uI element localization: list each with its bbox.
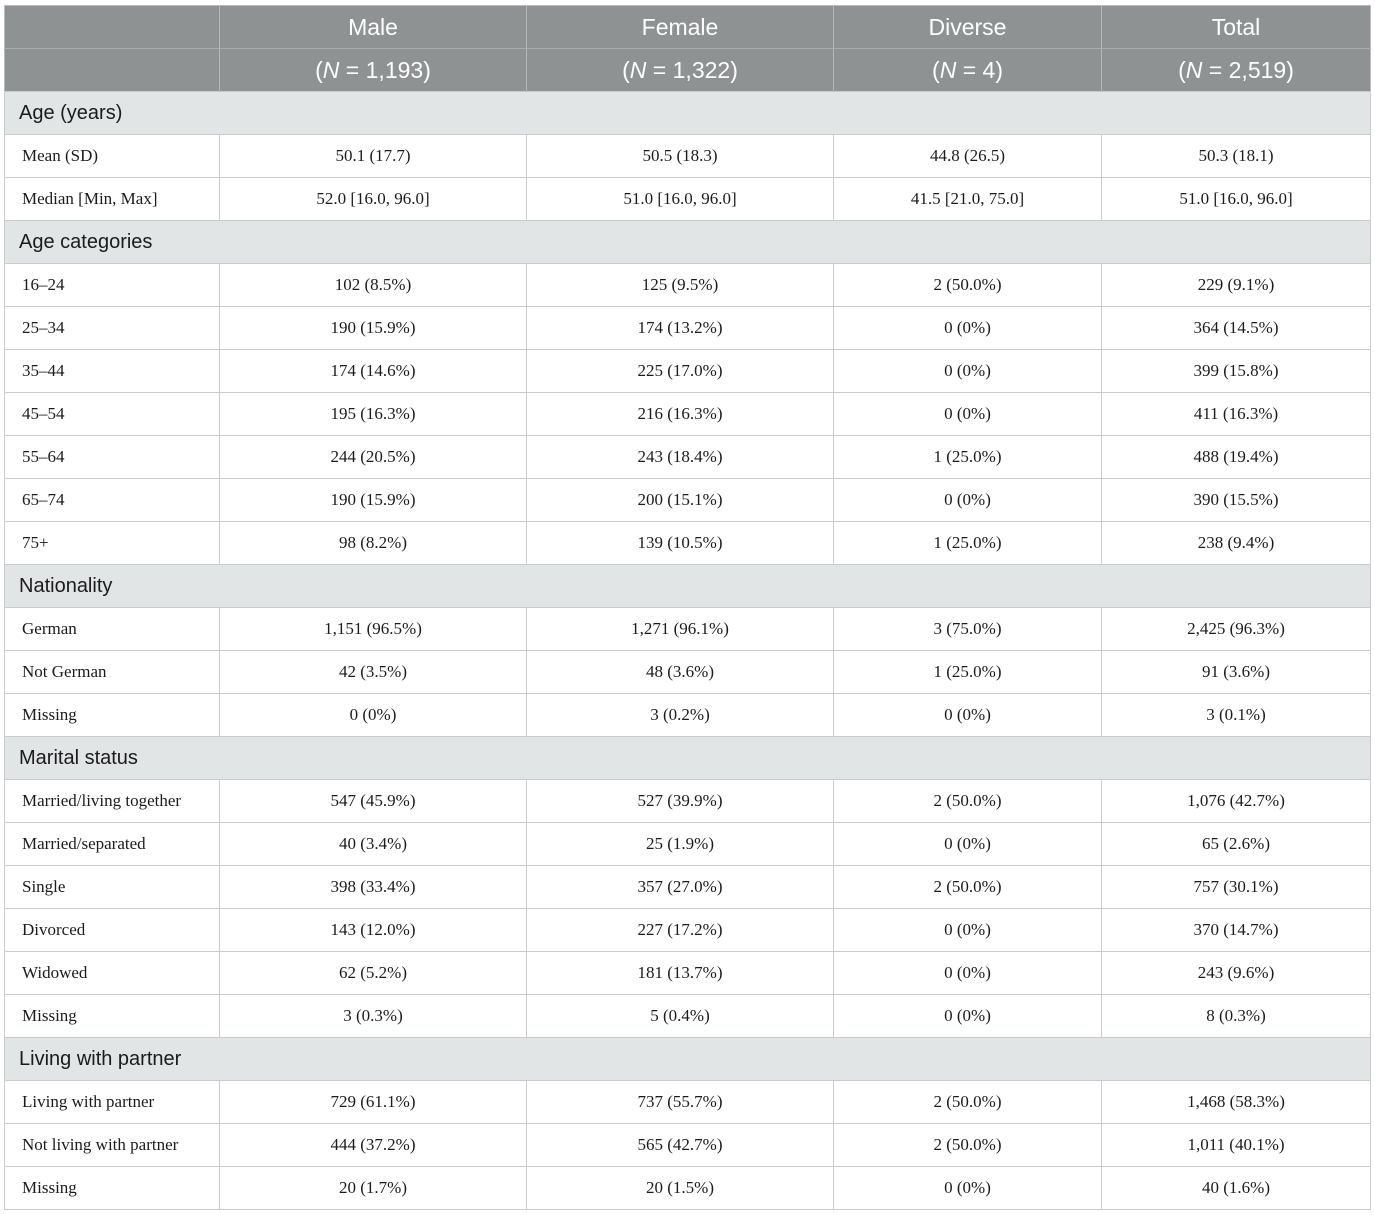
value-cell: 195 (16.3%) (220, 393, 527, 436)
table-row (5, 522, 1371, 565)
value-cell: 411 (16.3%) (1102, 393, 1371, 436)
value-cell: 364 (14.5%) (1102, 307, 1371, 350)
n-prefix: ( (1178, 56, 1186, 83)
row-label: Living with partner (5, 1081, 220, 1124)
value-cell: 143 (12.0%) (220, 909, 527, 952)
header-row-counts (5, 49, 1371, 92)
value-cell: 1,076 (42.7%) (1102, 780, 1371, 823)
value-cell: 25 (1.9%) (527, 823, 834, 866)
value-cell: 390 (15.5%) (1102, 479, 1371, 522)
row-label: 75+ (5, 522, 220, 565)
n-prefix: ( (932, 56, 940, 83)
header-female: Female (527, 6, 834, 49)
value-cell: 50.3 (18.1) (1102, 135, 1371, 178)
value-cell: 174 (14.6%) (220, 350, 527, 393)
table-row (5, 350, 1371, 393)
value-cell: 2 (50.0%) (834, 1081, 1102, 1124)
value-cell: 40 (3.4%) (220, 823, 527, 866)
value-cell: 1 (25.0%) (834, 522, 1102, 565)
table-row (5, 823, 1371, 866)
header-female-n (527, 49, 834, 92)
n-value: = 2,519) (1202, 56, 1294, 83)
n-prefix: ( (315, 56, 323, 83)
row-label: Missing (5, 694, 220, 737)
section-row (5, 565, 1371, 608)
table-row (5, 608, 1371, 651)
value-cell: 2 (50.0%) (834, 866, 1102, 909)
value-cell: 547 (45.9%) (220, 780, 527, 823)
table-row (5, 651, 1371, 694)
value-cell: 2,425 (96.3%) (1102, 608, 1371, 651)
value-cell: 0 (0%) (834, 350, 1102, 393)
value-cell: 1,468 (58.3%) (1102, 1081, 1371, 1124)
value-cell: 216 (16.3%) (527, 393, 834, 436)
value-cell: 125 (9.5%) (527, 264, 834, 307)
table-row (5, 780, 1371, 823)
n-symbol: N (629, 56, 647, 83)
table-row (5, 264, 1371, 307)
table-row (5, 307, 1371, 350)
value-cell: 44.8 (26.5) (834, 135, 1102, 178)
row-label: Missing (5, 995, 220, 1038)
header-diverse: Diverse (834, 6, 1102, 49)
table-header (5, 6, 1371, 92)
row-label: Married/living together (5, 780, 220, 823)
table-row (5, 178, 1371, 221)
n-value: = 1,193) (339, 56, 431, 83)
value-cell: 757 (30.1%) (1102, 866, 1371, 909)
value-cell: 50.1 (17.7) (220, 135, 527, 178)
n-value: = 1,322) (646, 56, 738, 83)
value-cell: 42 (3.5%) (220, 651, 527, 694)
value-cell: 174 (13.2%) (527, 307, 834, 350)
value-cell: 1,151 (96.5%) (220, 608, 527, 651)
value-cell: 20 (1.7%) (220, 1167, 527, 1210)
n-symbol: N (939, 56, 957, 83)
table-body (5, 92, 1371, 1210)
value-cell: 243 (9.6%) (1102, 952, 1371, 995)
value-cell: 0 (0%) (834, 307, 1102, 350)
demographics-table (4, 5, 1371, 1210)
value-cell: 3 (0.3%) (220, 995, 527, 1038)
section-title: Marital status (5, 737, 1371, 780)
section-title: Age categories (5, 221, 1371, 264)
value-cell: 102 (8.5%) (220, 264, 527, 307)
row-label: 45–54 (5, 393, 220, 436)
value-cell: 2 (50.0%) (834, 1124, 1102, 1167)
table-row (5, 995, 1371, 1038)
n-prefix: ( (622, 56, 630, 83)
row-label: 25–34 (5, 307, 220, 350)
table-row (5, 1124, 1371, 1167)
table-row (5, 1081, 1371, 1124)
section-title: Nationality (5, 565, 1371, 608)
value-cell: 565 (42.7%) (527, 1124, 834, 1167)
table-row (5, 909, 1371, 952)
value-cell: 243 (18.4%) (527, 436, 834, 479)
value-cell: 200 (15.1%) (527, 479, 834, 522)
row-label: Married/separated (5, 823, 220, 866)
value-cell: 48 (3.6%) (527, 651, 834, 694)
value-cell: 20 (1.5%) (527, 1167, 834, 1210)
n-symbol: N (322, 56, 340, 83)
value-cell: 0 (0%) (834, 479, 1102, 522)
value-cell: 370 (14.7%) (1102, 909, 1371, 952)
value-cell: 190 (15.9%) (220, 479, 527, 522)
value-cell: 0 (0%) (834, 909, 1102, 952)
row-label: Mean (SD) (5, 135, 220, 178)
value-cell: 181 (13.7%) (527, 952, 834, 995)
value-cell: 737 (55.7%) (527, 1081, 834, 1124)
table-row (5, 436, 1371, 479)
section-row (5, 221, 1371, 264)
section-title: Age (years) (5, 92, 1371, 135)
section-row (5, 1038, 1371, 1081)
value-cell: 399 (15.8%) (1102, 350, 1371, 393)
table-row (5, 694, 1371, 737)
row-label: 35–44 (5, 350, 220, 393)
value-cell: 1,271 (96.1%) (527, 608, 834, 651)
row-label: Single (5, 866, 220, 909)
row-label: 16–24 (5, 264, 220, 307)
value-cell: 225 (17.0%) (527, 350, 834, 393)
table-row (5, 952, 1371, 995)
section-title: Living with partner (5, 1038, 1371, 1081)
value-cell: 50.5 (18.3) (527, 135, 834, 178)
header-row-names (5, 6, 1371, 49)
value-cell: 488 (19.4%) (1102, 436, 1371, 479)
row-label: Not living with partner (5, 1124, 220, 1167)
table-row (5, 479, 1371, 522)
value-cell: 227 (17.2%) (527, 909, 834, 952)
value-cell: 0 (0%) (220, 694, 527, 737)
value-cell: 0 (0%) (834, 694, 1102, 737)
value-cell: 729 (61.1%) (220, 1081, 527, 1124)
value-cell: 51.0 [16.0, 96.0] (1102, 178, 1371, 221)
n-value: = 4) (956, 56, 1003, 83)
value-cell: 0 (0%) (834, 823, 1102, 866)
value-cell: 229 (9.1%) (1102, 264, 1371, 307)
header-empty-cell (5, 6, 220, 49)
value-cell: 444 (37.2%) (220, 1124, 527, 1167)
value-cell: 0 (0%) (834, 995, 1102, 1038)
value-cell: 238 (9.4%) (1102, 522, 1371, 565)
value-cell: 41.5 [21.0, 75.0] (834, 178, 1102, 221)
value-cell: 40 (1.6%) (1102, 1167, 1371, 1210)
row-label: Missing (5, 1167, 220, 1210)
row-label: German (5, 608, 220, 651)
value-cell: 1,011 (40.1%) (1102, 1124, 1371, 1167)
table-row (5, 393, 1371, 436)
value-cell: 3 (75.0%) (834, 608, 1102, 651)
row-label: Not German (5, 651, 220, 694)
header-total: Total (1102, 6, 1371, 49)
row-label: 55–64 (5, 436, 220, 479)
value-cell: 51.0 [16.0, 96.0] (527, 178, 834, 221)
header-empty-cell (5, 49, 220, 92)
value-cell: 91 (3.6%) (1102, 651, 1371, 694)
value-cell: 62 (5.2%) (220, 952, 527, 995)
value-cell: 2 (50.0%) (834, 264, 1102, 307)
value-cell: 0 (0%) (834, 952, 1102, 995)
n-symbol: N (1185, 56, 1203, 83)
value-cell: 398 (33.4%) (220, 866, 527, 909)
section-row (5, 737, 1371, 780)
value-cell: 65 (2.6%) (1102, 823, 1371, 866)
row-label: 65–74 (5, 479, 220, 522)
value-cell: 0 (0%) (834, 393, 1102, 436)
value-cell: 190 (15.9%) (220, 307, 527, 350)
value-cell: 1 (25.0%) (834, 651, 1102, 694)
section-row (5, 92, 1371, 135)
header-diverse-n (834, 49, 1102, 92)
value-cell: 139 (10.5%) (527, 522, 834, 565)
value-cell: 527 (39.9%) (527, 780, 834, 823)
value-cell: 3 (0.2%) (527, 694, 834, 737)
header-total-n (1102, 49, 1371, 92)
value-cell: 244 (20.5%) (220, 436, 527, 479)
value-cell: 2 (50.0%) (834, 780, 1102, 823)
value-cell: 98 (8.2%) (220, 522, 527, 565)
table-row (5, 866, 1371, 909)
header-male: Male (220, 6, 527, 49)
row-label: Divorced (5, 909, 220, 952)
table-row (5, 135, 1371, 178)
header-male-n (220, 49, 527, 92)
value-cell: 3 (0.1%) (1102, 694, 1371, 737)
value-cell: 8 (0.3%) (1102, 995, 1371, 1038)
value-cell: 5 (0.4%) (527, 995, 834, 1038)
value-cell: 357 (27.0%) (527, 866, 834, 909)
table-row (5, 1167, 1371, 1210)
value-cell: 1 (25.0%) (834, 436, 1102, 479)
row-label: Widowed (5, 952, 220, 995)
row-label: Median [Min, Max] (5, 178, 220, 221)
value-cell: 0 (0%) (834, 1167, 1102, 1210)
value-cell: 52.0 [16.0, 96.0] (220, 178, 527, 221)
